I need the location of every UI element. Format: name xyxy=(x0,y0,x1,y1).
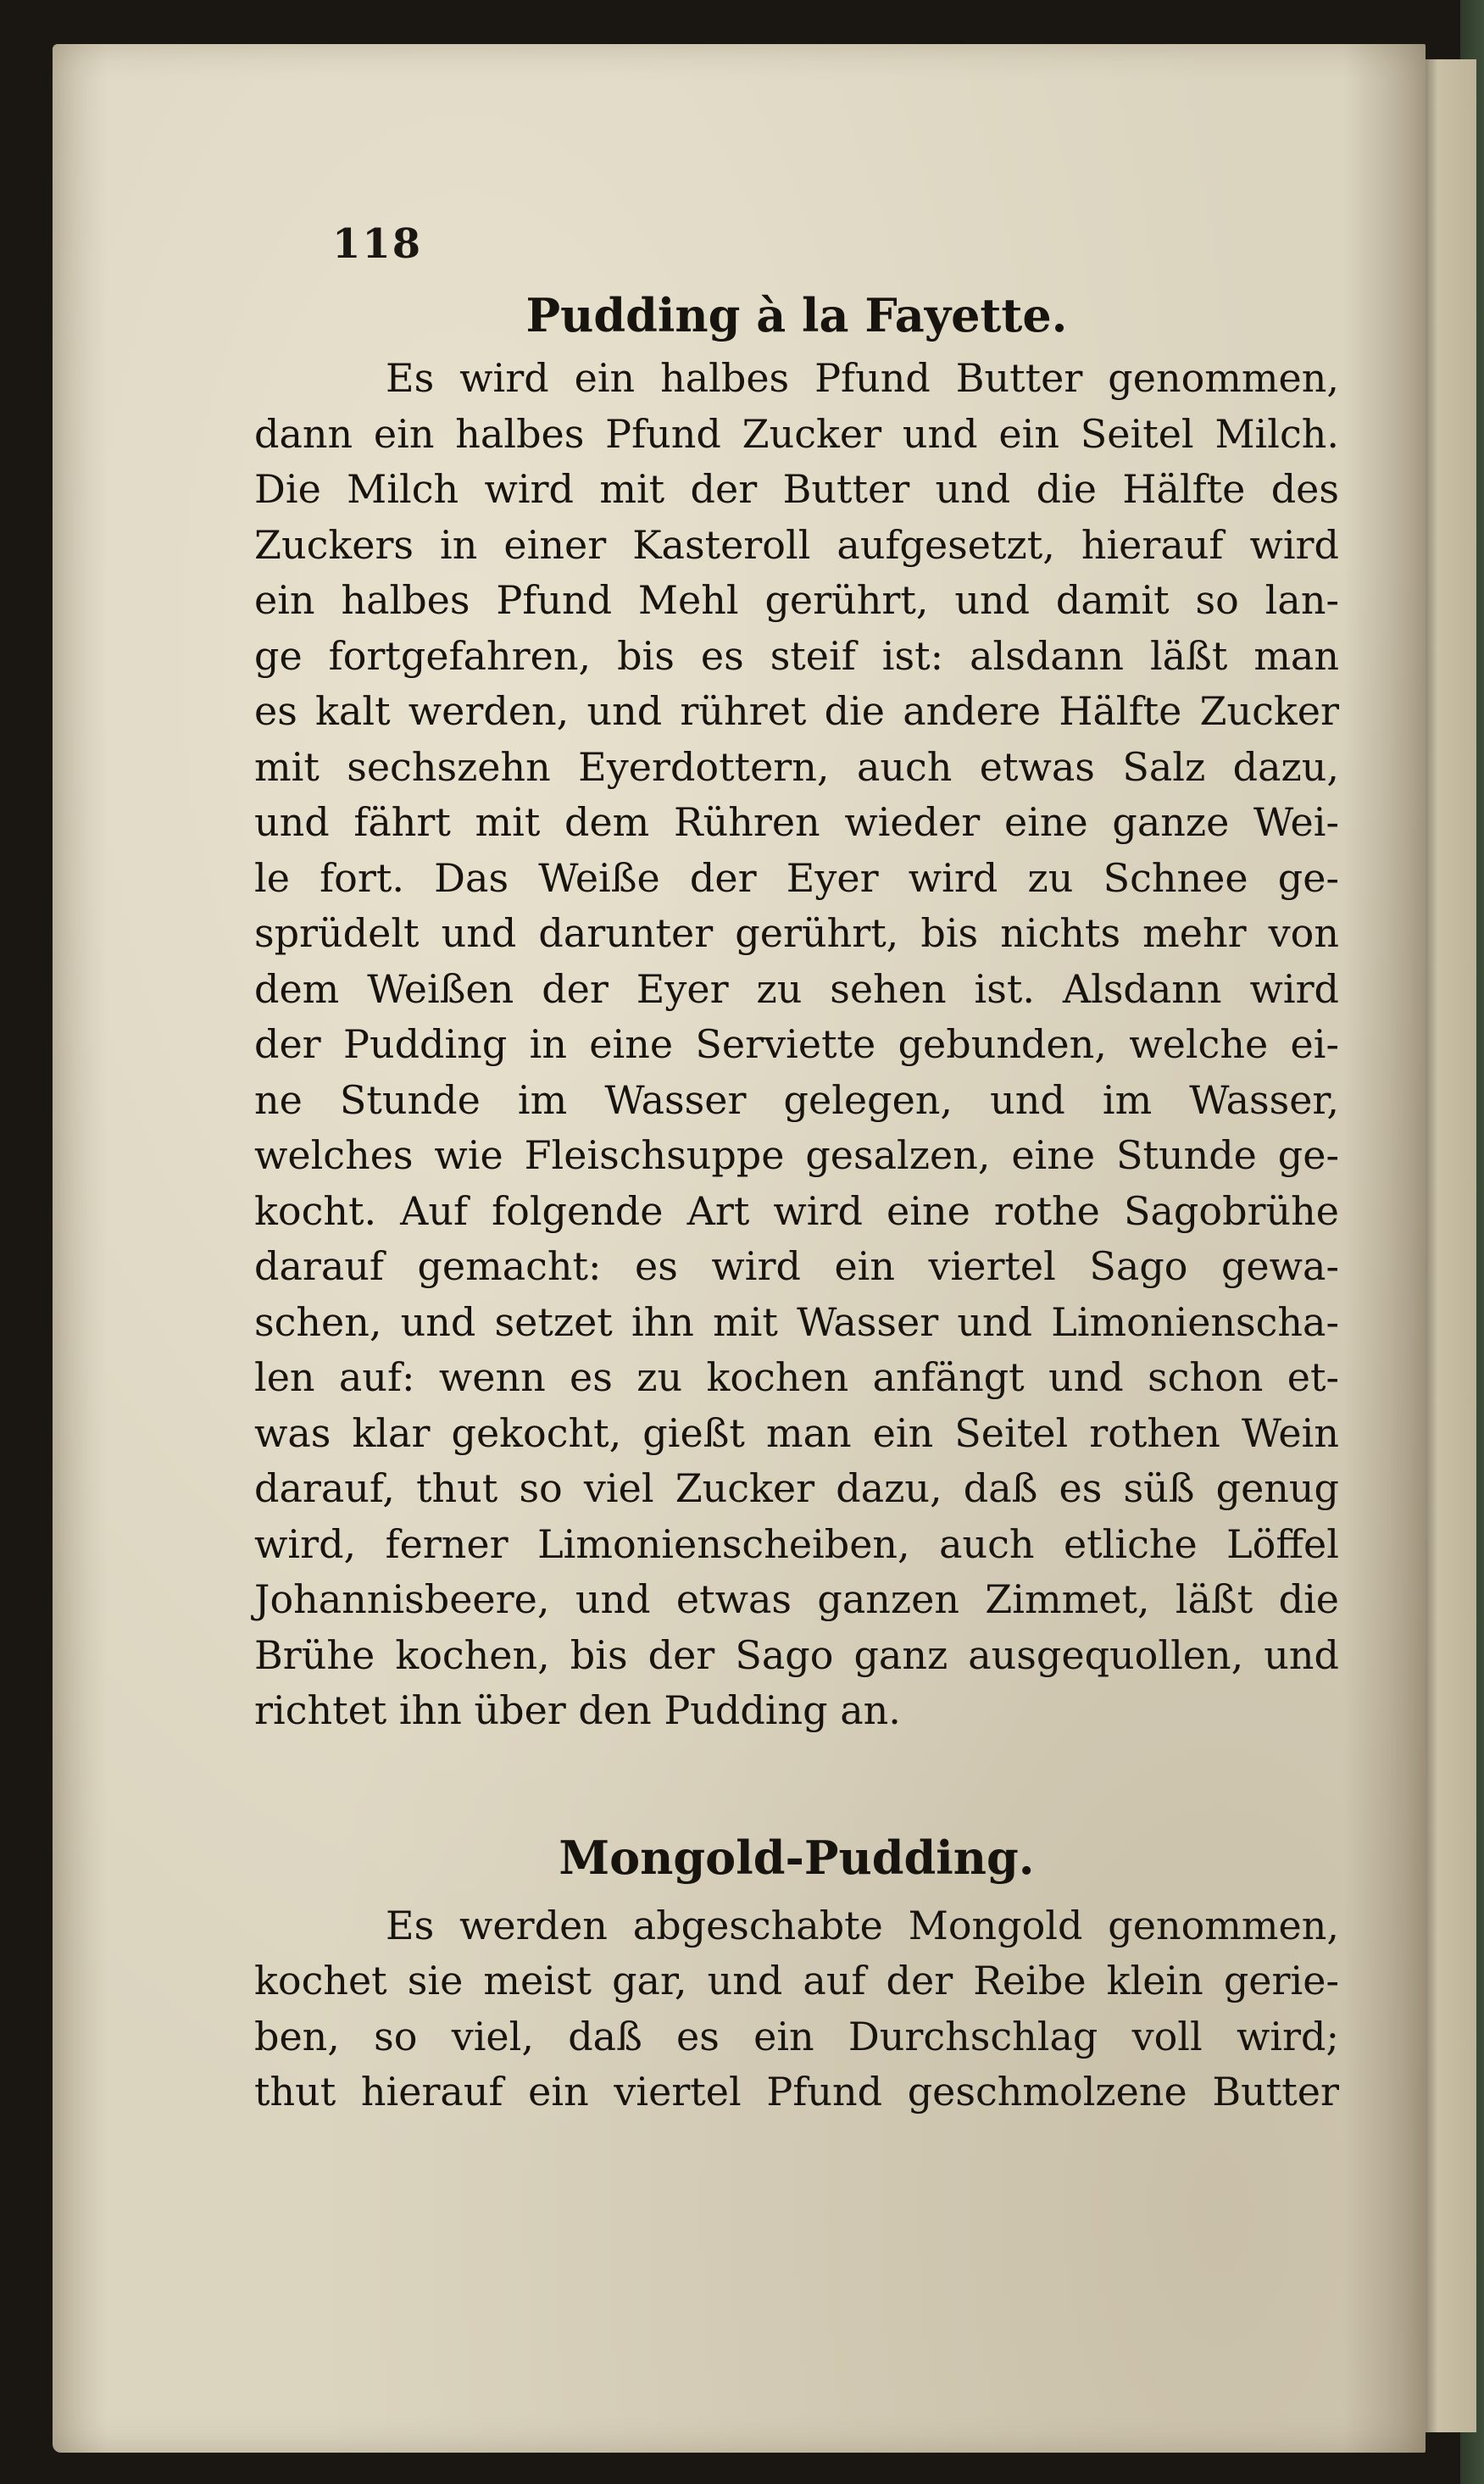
page-body xyxy=(254,280,1339,2120)
text-line: der Pudding in eine Serviette gebunden, welche ei- xyxy=(254,1021,1339,1067)
text-line: darauf, thut so viel Zucker dazu, daß es süß genug xyxy=(254,1465,1339,1511)
page-number: 118 xyxy=(332,220,423,268)
section-gap xyxy=(254,1739,1339,1822)
text-line: thut hierauf ein viertel Pfund geschmolzene Butter xyxy=(254,2069,1339,2114)
text-line: len auf: wenn es zu kochen anfängt und schon et- xyxy=(254,1354,1339,1400)
text-line: sprüdelt und darunter gerührt, bis nichts mehr von xyxy=(254,910,1339,956)
text-line: schen, und setzet ihn mit Wasser und Limonienscha- xyxy=(254,1298,1339,1345)
recipe-title: Mongold-Pudding. xyxy=(559,1830,1035,1885)
text-line: Zuckers in einer Kasteroll aufgesetzt, hierauf wird xyxy=(254,521,1339,568)
text-line: Es wird ein halbes Pfund Butter genommen, xyxy=(386,355,1339,401)
text-line: ge fortgefahren, bis es steif ist: alsdann läßt man xyxy=(254,632,1339,679)
text-line: ben, so viel, daß es ein Durchschlag voll wird; xyxy=(254,2013,1339,2059)
text-line: wird, ferner Limonienscheiben, auch etliche Löffel xyxy=(254,1520,1339,1567)
recipe-title: Pudding à la Fayette. xyxy=(525,288,1068,342)
text-line: was klar gekocht, gießt man ein Seitel rothen Wein xyxy=(254,1409,1339,1456)
text-line: kochet sie meist gar, und auf der Reibe klein gerie- xyxy=(254,1958,1339,2003)
text-line: Johannisbeere, und etwas ganzen Zimmet, läßt die xyxy=(254,1576,1339,1622)
text-line: es kalt werden, und rühret die andere Hälfte Zucker xyxy=(254,688,1339,734)
text-line: darauf gemacht: es wird ein viertel Sago gewa- xyxy=(254,1243,1339,1289)
text-line: mit sechszehn Eyerdottern, auch etwas Salz dazu, xyxy=(254,743,1339,790)
text-line: le fort. Das Weiße der Eyer wird zu Schnee ge- xyxy=(254,854,1339,901)
recipe-text xyxy=(254,351,1339,1739)
text-line: kocht. Auf folgende Art wird eine rothe Sagobrühe xyxy=(254,1187,1339,1234)
recipe-mongold-pudding xyxy=(254,1822,1339,2120)
text-line: ein halbes Pfund Mehl gerührt, und damit so lan- xyxy=(254,577,1339,623)
text-line: ne Stunde im Wasser gelegen, und im Wasser, xyxy=(254,1076,1339,1123)
recipe-text xyxy=(254,1898,1339,2120)
text-line: und fährt mit dem Rühren wieder eine ganze Wei- xyxy=(254,799,1339,845)
text-line: richtet ihn über den Pudding an. xyxy=(254,1687,901,1733)
text-line: dann ein halbes Pfund Zucker und ein Seitel Milch. xyxy=(254,410,1339,457)
recipe-pudding-a-la-fayette xyxy=(254,280,1339,1739)
text-line: welches wie Fleischsuppe gesalzen, eine Stunde ge- xyxy=(254,1132,1339,1178)
text-line: dem Weißen der Eyer zu sehen ist. Alsdann wird xyxy=(254,965,1339,1012)
text-line: Brühe kochen, bis der Sago ganz ausgequollen, und xyxy=(254,1631,1339,1678)
text-line: Es werden abgeschabte Mongold genommen, xyxy=(386,1902,1339,1948)
text-line: Die Milch wird mit der Butter und die Hälfte des xyxy=(254,466,1339,512)
